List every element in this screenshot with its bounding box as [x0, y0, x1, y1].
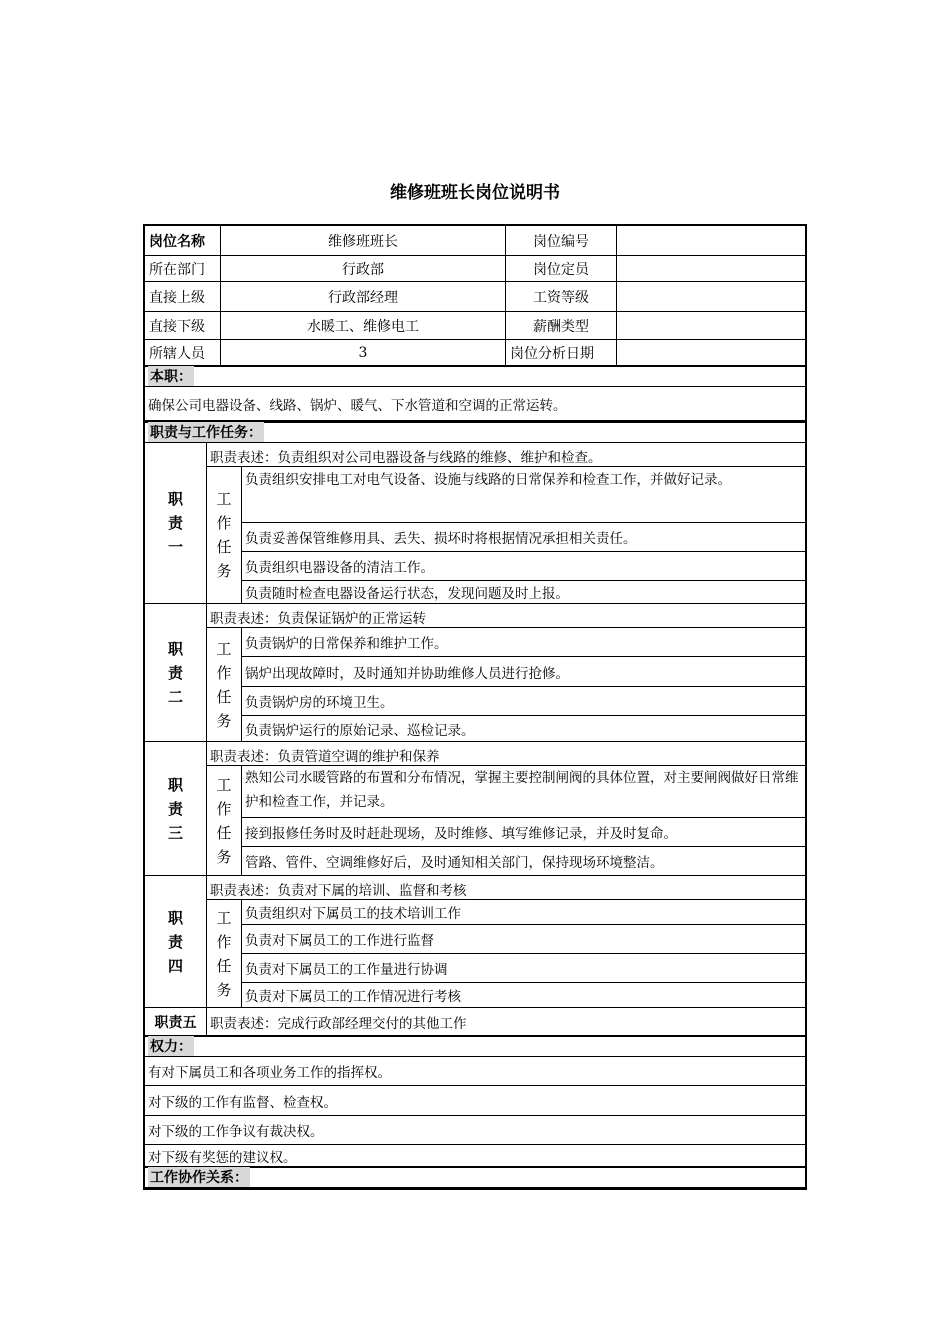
duty-description: 职责表述：负责保证锅炉的正常运转 — [207, 604, 805, 628]
task-label: 工作任务 — [216, 490, 232, 580]
task-item: 负责组织电器设备的清洁工作。 — [242, 552, 805, 581]
info-key: 岗位编号 — [505, 226, 616, 255]
task-item: 负责组织对下属员工的技术培训工作 — [242, 900, 805, 925]
job-description-table — [143, 224, 807, 1190]
task-label: 工作任务 — [216, 908, 232, 999]
info-row — [145, 282, 805, 312]
task-item: 负责随时检查电器设备运行状态，发现问题及时上报。 — [245, 586, 569, 602]
info-value: 行政部 — [220, 256, 505, 281]
info-value: 维修班班长 — [220, 226, 505, 255]
section-heading-relations: 工作协作关系： — [145, 1166, 805, 1188]
duty-block-5 — [145, 1008, 805, 1035]
info-value — [616, 312, 805, 339]
page-title: 维修班班长岗位说明书 — [390, 183, 560, 203]
info-value — [616, 226, 805, 255]
task-item: 负责锅炉的日常保养和维护工作。 — [242, 628, 805, 657]
info-row — [145, 340, 805, 365]
info-key: 直接下级 — [149, 318, 205, 335]
duty-block-3 — [145, 742, 805, 876]
info-key: 所辖人员 — [149, 345, 205, 362]
info-value: 行政部经理 — [220, 282, 505, 311]
task-item: 负责对下属员工的工作情况进行考核 — [245, 989, 461, 1005]
duty-description: 职责表述：负责对下属的培训、监督和考核 — [207, 876, 805, 900]
task-item: 锅炉出现故障时，及时通知并协助维修人员进行抢修。 — [242, 657, 805, 687]
info-value: 3 — [220, 340, 505, 365]
info-row — [145, 256, 805, 282]
info-key: 工资等级 — [505, 282, 616, 311]
duty-block-1 — [145, 443, 805, 604]
duty-label: 职责二 — [167, 639, 183, 706]
section-heading-power: 权力： — [145, 1035, 805, 1057]
info-row — [145, 312, 805, 340]
info-row — [145, 226, 805, 256]
power-item: 对下级有奖惩的建议权。 — [148, 1150, 297, 1166]
task-item: 负责对下属员工的工作进行监督 — [242, 925, 805, 954]
info-value — [616, 340, 805, 365]
duty-block-2 — [145, 604, 805, 742]
task-item: 负责组织安排电工对电气设备、设施与线路的日常保养和检查工作，并做好记录。 — [242, 467, 805, 523]
task-item: 负责妥善保管维修用具、丢失、损坏时将根据情况承担相关责任。 — [242, 523, 805, 552]
power-item: 对下级的工作争议有裁决权。 — [145, 1116, 805, 1145]
info-value — [616, 282, 805, 311]
section-heading-duties: 职责与工作任务： — [145, 421, 805, 443]
task-item: 接到报修任务时及时赶赴现场，及时维修、填写维修记录，并及时复命。 — [242, 818, 805, 847]
info-value — [616, 256, 805, 281]
task-label: 工作任务 — [216, 775, 232, 866]
info-key: 岗位名称 — [149, 233, 205, 250]
info-key: 所在部门 — [149, 261, 205, 278]
power-item: 有对下属员工和各项业务工作的指挥权。 — [145, 1057, 805, 1086]
duty-description: 职责表述：完成行政部经理交付的其他工作 — [210, 1015, 467, 1032]
duty-description: 职责表述：负责组织对公司电器设备与线路的维修、维护和检查。 — [207, 443, 805, 467]
info-value: 水暖工、维修电工 — [220, 312, 505, 339]
task-item: 负责锅炉运行的原始记录、巡检记录。 — [245, 722, 475, 739]
section-heading-benzhi: 本职： — [145, 365, 805, 387]
duty-label: 职责四 — [167, 908, 183, 975]
info-key: 直接上级 — [149, 289, 205, 306]
power-item: 对下级的工作有监督、检查权。 — [145, 1086, 805, 1116]
duty-label: 职责三 — [167, 775, 183, 842]
duty-label: 职责一 — [167, 490, 183, 556]
task-label: 工作任务 — [216, 639, 232, 730]
duty-label: 职责五 — [145, 1008, 207, 1035]
task-item: 负责锅炉房的环境卫生。 — [242, 687, 805, 716]
info-key: 薪酬类型 — [505, 312, 616, 339]
task-item: 负责对下属员工的工作量进行协调 — [242, 954, 805, 983]
task-item: 管路、管件、空调维修好后，及时通知相关部门，保持现场环境整洁。 — [245, 855, 664, 871]
info-key: 岗位定员 — [505, 256, 616, 281]
duty-block-4 — [145, 876, 805, 1008]
info-key: 岗位分析日期 — [505, 340, 616, 365]
benzhi-text: 确保公司电器设备、线路、锅炉、暖气、下水管道和空调的正常运转。 — [145, 387, 805, 421]
task-item: 熟知公司水暖管路的布置和分布情况，掌握主要控制闸阀的具体位置，对主要闸阀做好日常维护和检查工作，并记录。 — [242, 766, 805, 818]
duty-description: 职责表述：负责管道空调的维护和保养 — [207, 742, 805, 766]
